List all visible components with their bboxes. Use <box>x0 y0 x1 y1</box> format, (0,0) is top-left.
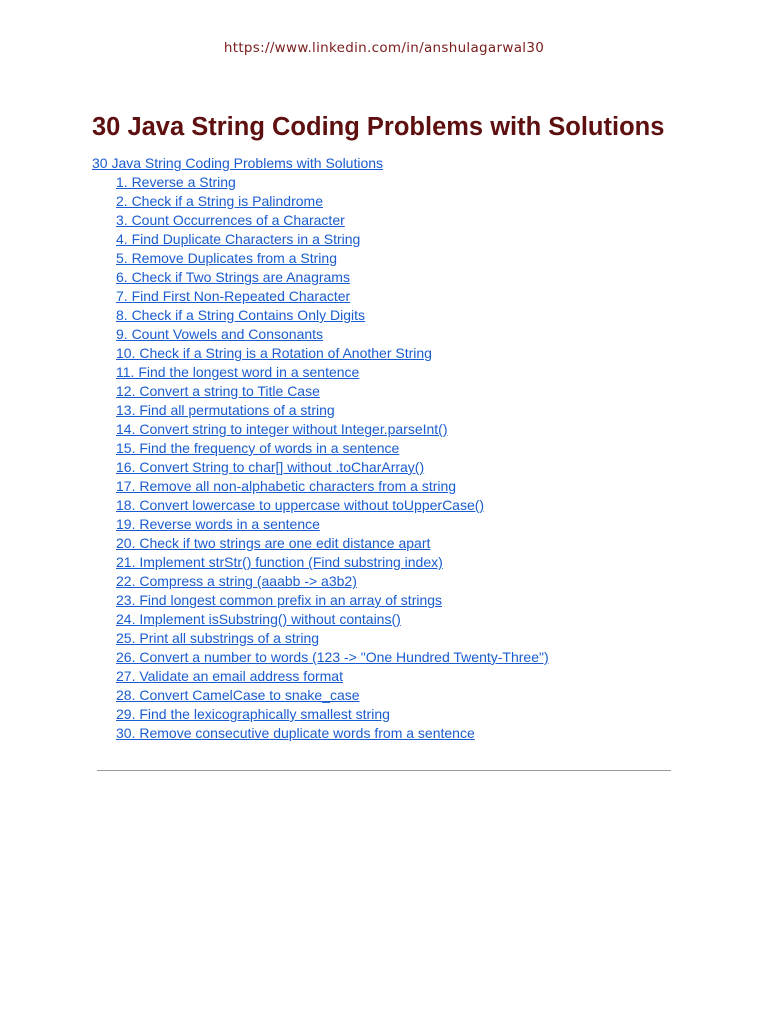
toc-link-6[interactable]: 6. Check if Two Strings are Anagrams <box>116 269 350 285</box>
toc-item <box>116 268 549 287</box>
toc-link-12[interactable]: 12. Convert a string to Title Case <box>116 383 320 399</box>
toc-item <box>116 287 549 306</box>
toc-link-3[interactable]: 3. Count Occurrences of a Character <box>116 212 345 228</box>
toc-item <box>116 477 549 496</box>
toc-item <box>116 230 549 249</box>
toc-link-19[interactable]: 19. Reverse words in a sentence <box>116 516 320 532</box>
toc-item <box>116 724 549 743</box>
toc-item <box>116 363 549 382</box>
toc-link-15[interactable]: 15. Find the frequency of words in a sentence <box>116 440 400 456</box>
toc-item <box>116 686 549 705</box>
toc-link-28[interactable]: 28. Convert CamelCase to snake_case <box>116 687 360 703</box>
toc-item <box>116 667 549 686</box>
toc-link-13[interactable]: 13. Find all permutations of a string <box>116 402 335 418</box>
toc-item <box>116 420 549 439</box>
toc-item <box>116 344 549 363</box>
toc-item <box>116 458 549 477</box>
toc-list <box>92 173 549 743</box>
toc-item <box>116 648 549 667</box>
toc-item <box>116 572 549 591</box>
toc-link-24[interactable]: 24. Implement isSubstring() without contains() <box>116 611 401 627</box>
toc-item <box>116 306 549 325</box>
toc-link-21[interactable]: 21. Implement strStr() function (Find substring index) <box>116 554 443 570</box>
toc-link-11[interactable]: 11. Find the longest word in a sentence <box>116 364 360 380</box>
toc-link-14[interactable]: 14. Convert string to integer without Integer.parseInt() <box>116 421 448 437</box>
toc-item <box>116 515 549 534</box>
toc-link-16[interactable]: 16. Convert String to char[] without .toCharArray() <box>116 459 425 475</box>
toc-link-10[interactable]: 10. Check if a String is a Rotation of Another String <box>116 345 432 361</box>
toc-item <box>116 401 549 420</box>
horizontal-divider <box>97 770 671 771</box>
toc-item <box>116 705 549 724</box>
toc-link-22[interactable]: 22. Compress a string (aaabb -> a3b2) <box>116 573 357 589</box>
toc-item <box>116 382 549 401</box>
toc-link-26[interactable]: 26. Convert a number to words (123 -> "One Hundred Twenty-Three") <box>116 649 549 665</box>
header-url[interactable]: https://www.linkedin.com/in/anshulagarwal30 <box>223 40 545 56</box>
toc-link-20[interactable]: 20. Check if two strings are one edit distance apart <box>116 535 431 551</box>
toc-item <box>116 192 549 211</box>
page-title: 30 Java String Coding Problems with Solutions <box>92 113 665 141</box>
toc-item <box>116 553 549 572</box>
toc-link-8[interactable]: 8. Check if a String Contains Only Digits <box>116 307 365 323</box>
toc-top-link[interactable]: 30 Java String Coding Problems with Solutions <box>92 155 384 171</box>
toc-link-25[interactable]: 25. Print all substrings of a string <box>116 630 320 646</box>
toc-link-5[interactable]: 5. Remove Duplicates from a String <box>116 250 337 266</box>
toc-item <box>116 173 549 192</box>
toc-link-2[interactable]: 2. Check if a String is Palindrome <box>116 193 323 209</box>
toc-item <box>116 591 549 610</box>
toc-item <box>116 325 549 344</box>
toc-item <box>116 496 549 515</box>
toc-link-29[interactable]: 29. Find the lexicographically smallest string <box>116 706 390 722</box>
toc-link-4[interactable]: 4. Find Duplicate Characters in a String <box>116 231 361 247</box>
table-of-contents <box>92 154 549 743</box>
toc-item <box>116 610 549 629</box>
toc-link-9[interactable]: 9. Count Vowels and Consonants <box>116 326 324 342</box>
toc-link-18[interactable]: 18. Convert lowercase to uppercase without toUpperCase() <box>116 497 485 513</box>
toc-item <box>116 439 549 458</box>
toc-link-7[interactable]: 7. Find First Non-Repeated Character <box>116 288 351 304</box>
toc-item <box>116 629 549 648</box>
toc-link-27[interactable]: 27. Validate an email address format <box>116 668 343 684</box>
toc-link-17[interactable]: 17. Remove all non-alphabetic characters from a string <box>116 478 457 494</box>
toc-item <box>116 249 549 268</box>
toc-link-23[interactable]: 23. Find longest common prefix in an array of strings <box>116 592 443 608</box>
toc-link-30[interactable]: 30. Remove consecutive duplicate words from a sentence <box>116 725 475 741</box>
toc-item <box>116 534 549 553</box>
toc-link-1[interactable]: 1. Reverse a String <box>116 174 236 190</box>
toc-item <box>116 211 549 230</box>
